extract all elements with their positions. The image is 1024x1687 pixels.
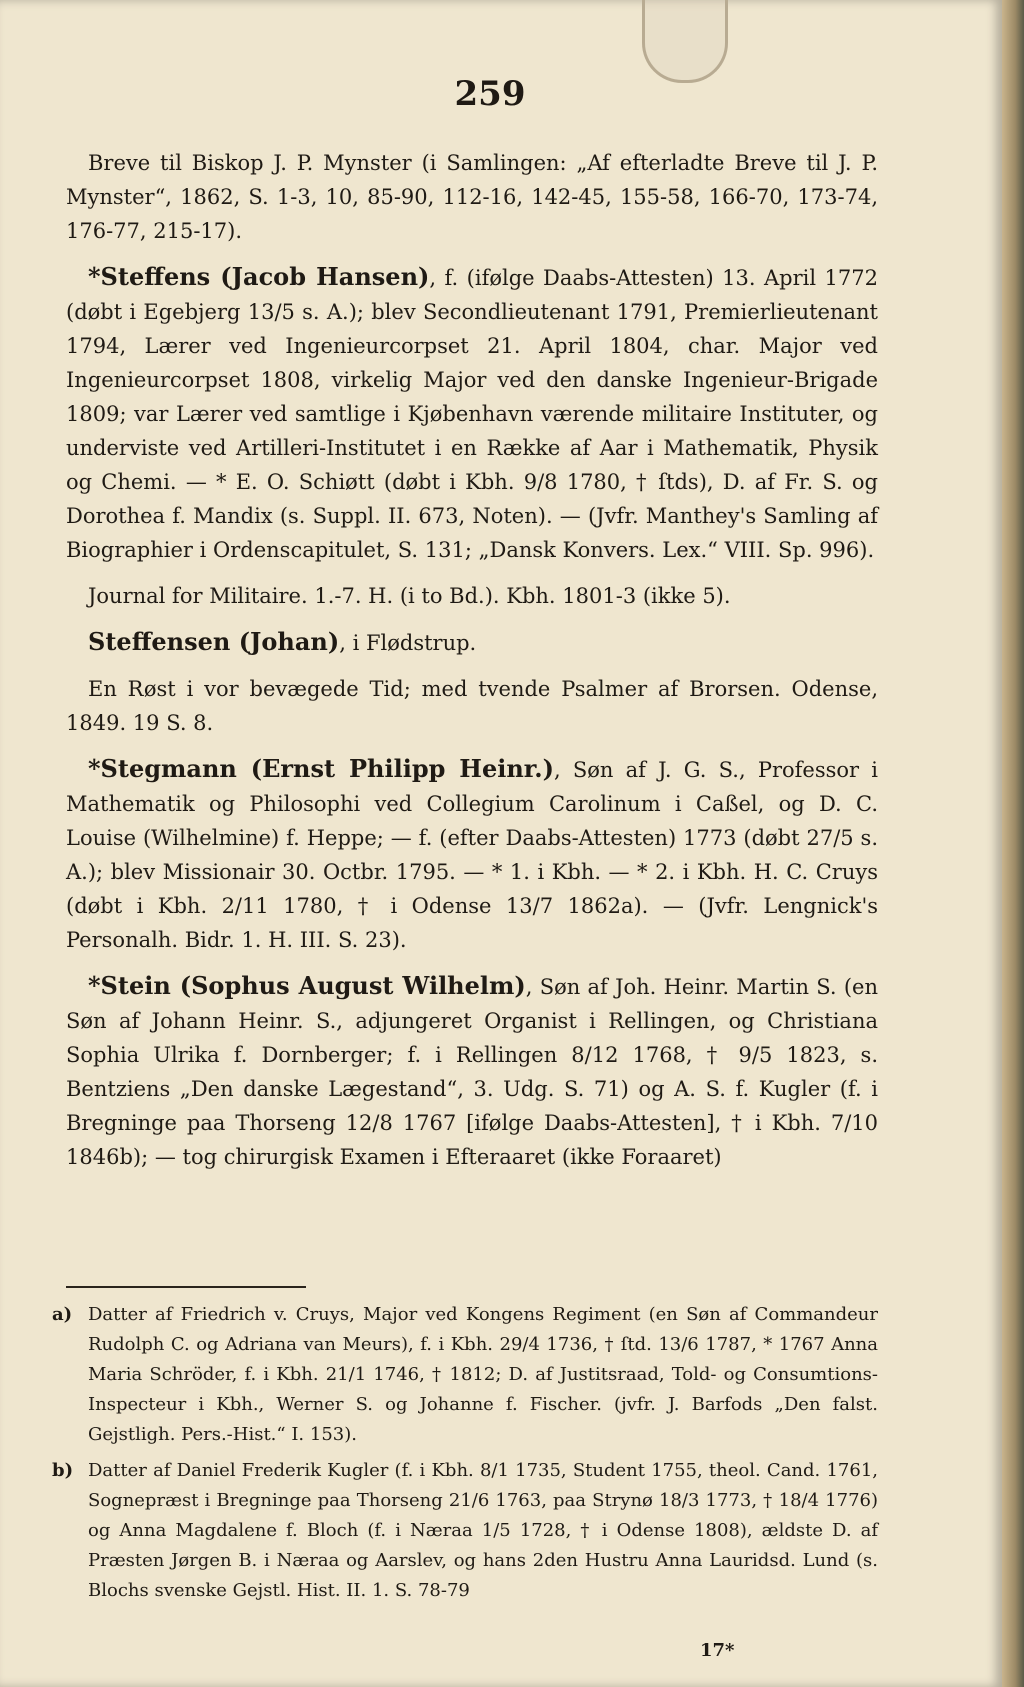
entry-heading: *Stegmann (Ernst Philipp Heinr.) [88,754,554,783]
footnote [52,1456,878,1606]
footnote-divider [66,1286,306,1288]
paragraph-text: Journal for Militaire. 1.-7. H. (i to Bd.). Kbh. 1801-3 (ikke 5). [88,584,731,608]
signature-mark: 17* [700,1640,735,1661]
paragraph-text: , f. (ifølge Daabs-Attesten) 13. April 1772 (døbt i Egebjerg 13/5 s. A.); blev Secondlieutenant 1791, Premierlieutenant 1794, Lærer ved Ingenieurcorpset 21. April 1804, char. Major ved Ingenieurcorpset 1808, virkelig Major ved den danske Ingenieur-Brigade 1809; var Lærer ved samtlige i Kjøbenhavn værende militaire Instituter, og underviste ved Artilleri-Institutet i en Række af Aar i Mathematik, Physik og Chemi. — * E. O. Schiøtt (døbt i Kbh. 9/8 1780, † ſtds), D. af Fr. S. og Dorothea f. Mandix (s. Suppl. II. 673, Noten). — (Jvfr. Manthey's Samling af Biographier i Ordenscapitulet, S. 131; „Dansk Konvers. Lex.“ VIII. Sp. 996). [66,266,878,562]
page-number: 259 [454,74,526,114]
footnote-mark: a) [52,1304,73,1325]
footnotes [52,1300,878,1612]
entry-paragraph [66,625,878,660]
paper-clip-shadow [642,0,728,83]
body-text [66,146,878,1186]
entry-paragraph [66,260,878,567]
page-edge [1002,0,1024,1687]
paragraph-text: , Søn af J. G. S., Professor i Mathematik og Philosophi ved Collegium Carolinum i Caßel, og D. C. Louise (Wilhelmine) f. Heppe; — f. (efter Daabs-Attesten) 1773 (døbt 27/5 s. A.); blev Missionair 30. Octbr. 1795. — * 1. i Kbh. — * 2. i Kbh. H. C. Cruys (døbt i Kbh. 2/11 1780, † i Odense 13/7 1862a). — (Jvfr. Lengnick's Personalh. Bidr. 1. H. III. S. 23). [66,758,879,952]
paragraph-text: , Søn af Joh. Heinr. Martin S. (en Søn af Johann Heinr. S., adjungeret Organist i Rellingen, og Christiana Sophia Ulrika f. Dornberger; f. i Rellingen 8/12 1768, † 9/5 1823, s. Bentziens „Den danske Lægestand“, 3. Udg. S. 71) og A. S. f. Kugler (f. i Bregninge paa Thorseng 12/8 1767 [ifølge Daabs-Attesten], † i Kbh. 7/10 1846b); — tog chirurgisk Examen i Efteraaret (ikke Foraaret) [66,975,878,1169]
paragraph-text: Breve til Biskop J. P. Mynster (i Samlingen: „Af efterladte Breve til J. P. Mynster“, 1862, S. 1-3, 10, 85-90, 112-16, 142-45, 155-58, 166-70, 173-74, 176-77, 215-17). [66,151,878,243]
footnote [52,1300,878,1450]
entry-heading: Steffensen (Johan) [88,627,340,656]
footnote-text: Datter af Friedrich v. Cruys, Major ved Kongens Regiment (en Søn af Commandeur Rudolph C. og Adriana van Meurs), f. i Kbh. 29/4 1736, † ſtd. 13/6 1787, * 1767 Anna Maria Schröder, f. i Kbh. 21/1 1746, † 1812; D. af Justitsraad, Told- og Consumtions-Inspecteur i Kbh., Werner S. og Johanne f. Fischer. (jvfr. J. Barfods „Den falst. Gejstligh. Pers.-Hist.“ I. 153). [88,1304,878,1445]
footnote-text: Datter af Daniel Frederik Kugler (f. i Kbh. 8/1 1735, Student 1755, theol. Cand. 1761, Sognepræst i Bregninge paa Thorseng 21/6 1763, paa Strynø 18/3 1773, † 18/4 1776) og Anna Magdalene f. Bloch (f. i Næraa 1/5 1728, † i Odense 1808), ældste D. af Præsten Jørgen B. i Næraa og Aarslev, og hans 2den Hustru Anna Lauridsd. Lund (s. Blochs svenske Gejstl. Hist. II. 1. S. 78-79 [88,1460,878,1601]
entry-paragraph [66,969,878,1174]
entry-paragraph [66,579,878,613]
entry-heading: *Steffens (Jacob Hansen) [88,262,430,291]
entry-heading: *Stein (Sophus August Wilhelm) [88,971,526,1000]
footnote-mark: b) [52,1460,74,1481]
paragraph-text: , i Flødstrup. [339,631,477,655]
entry-paragraph [66,146,878,248]
paragraph-text: En Røst i vor bevægede Tid; med tvende Psalmer af Brorsen. Odense, 1849. 19 S. 8. [66,677,878,735]
entry-paragraph [66,752,878,957]
entry-paragraph [66,672,878,740]
